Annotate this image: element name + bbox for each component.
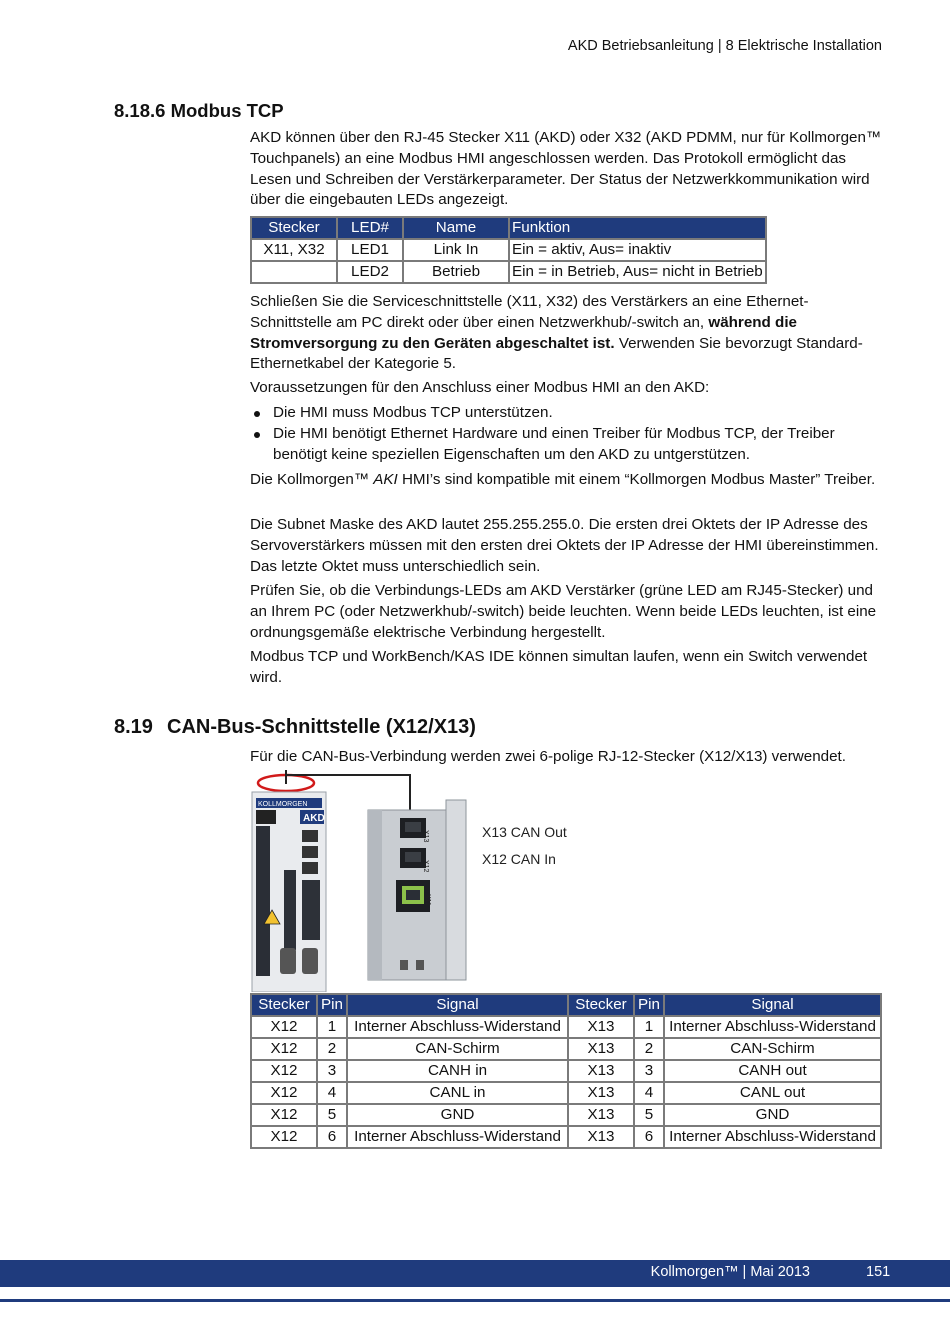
table-row	[251, 1060, 881, 1082]
led-table	[250, 216, 767, 284]
prereq-text: Voraussetzungen für den Anschluss einer Modbus HMI an den AKD:	[250, 379, 710, 396]
table-cell: Interner Abschluss-Widerstand	[664, 1016, 881, 1038]
connect-text-end: Verwenden Sie bevorzugt Standard-Ethernetkabel der Kategorie 5.	[250, 334, 863, 373]
pin-table-header: Stecker	[251, 994, 317, 1016]
subnet-paragraph: Die Subnet Maske des AKD lautet 255.255.255.0. Die ersten drei Oktets der IP Adresse des Servoverstärkers müssen mit den ersten drei Oktets der IP Adresse der HMI übereinstimmen. Das letzte Oktet muss unterschiedlich sein.	[250, 516, 879, 575]
led-table-header-row	[251, 217, 766, 239]
pin-table-header: Signal	[347, 994, 568, 1016]
port-x12-label: X12	[422, 860, 429, 873]
list-item-text: Die HMI muss Modbus TCP unterstützen.	[273, 404, 553, 421]
table-cell: 5	[317, 1104, 347, 1126]
table-cell: 5	[634, 1104, 664, 1126]
modbus-intro: AKD können über den RJ-45 Stecker X11 (AKD) oder X32 (AKD PDMM, nur für Kollmorgen™ Touchpanels) an eine Modbus HMI angeschlossen werden. Das Protokoll ermöglicht das Lesen und Schreiben der Verstärkerparameter. Der Status der Netzwerkkommunikation wird über die eingebauten LEDs angezeigt.	[250, 129, 882, 209]
pin-table-header: Pin	[317, 994, 347, 1016]
table-row	[251, 1038, 881, 1060]
table-cell: 2	[317, 1038, 347, 1060]
table-cell: GND	[347, 1104, 568, 1126]
connect-warning: während die Stromversorgung zu den Geräten abgeschaltet ist.	[250, 313, 797, 352]
table-cell: X11, X32	[251, 239, 337, 261]
table-cell: 1	[317, 1016, 347, 1038]
pin-table-header: Stecker	[568, 994, 634, 1016]
table-cell: X12	[251, 1126, 317, 1148]
table-cell: X12	[251, 1038, 317, 1060]
kollmorgen-paragraph	[250, 470, 886, 491]
table-cell: X13	[568, 1126, 634, 1148]
table-cell: Interner Abschluss-Widerstand	[347, 1126, 568, 1148]
page-number: 151	[866, 1264, 891, 1280]
table-row	[251, 1104, 881, 1126]
akd-drive-illustration	[250, 770, 590, 992]
simultan-paragraph: Modbus TCP und WorkBench/KAS IDE können simultan laufen, wenn ein Switch verwendet wird.	[250, 648, 868, 686]
table-cell: X13	[568, 1082, 634, 1104]
table-cell: X12	[251, 1082, 317, 1104]
port-x13-label: X13	[422, 830, 429, 843]
list-item-text: Die HMI benötigt Ethernet Hardware und einen Treiber für Modbus TCP, der Treiber benötigt keine speziellen Eigenschaften um den AKD zu untgerstützen.	[273, 424, 835, 463]
page-header: AKD Betriebsanleitung | 8 Elektrische Installation	[567, 38, 882, 54]
can-pin-table	[250, 993, 882, 1149]
table-cell: Betrieb	[403, 261, 509, 283]
footer-text: Kollmorgen™ | Mai 2013	[650, 1264, 810, 1280]
pin-table-header-row	[251, 994, 881, 1016]
table-cell: Ein = in Betrieb, Aus= nicht in Betrieb	[509, 261, 766, 283]
model-label: AKD	[303, 813, 325, 824]
table-cell: 4	[317, 1082, 347, 1104]
table-cell: Interner Abschluss-Widerstand	[664, 1126, 881, 1148]
list-item	[250, 424, 880, 466]
can-connector-figure	[250, 770, 590, 992]
table-cell: CAN-Schirm	[347, 1038, 568, 1060]
kollmorgen-text: Die Kollmorgen™	[250, 471, 374, 488]
section-heading-modbus: 8.18.6 Modbus TCP	[114, 100, 284, 121]
table-cell: X12	[251, 1060, 317, 1082]
table-cell: X13	[568, 1060, 634, 1082]
footer-divider	[0, 1299, 950, 1302]
x12-can-in-label: X12 CAN In	[482, 851, 556, 867]
table-cell: CANL out	[664, 1082, 881, 1104]
table-cell: GND	[664, 1104, 881, 1126]
table-cell: 3	[317, 1060, 347, 1082]
kollmorgen-text-end: HMI’s sind kompatible mit einem “Kollmorgen Modbus Master” Treiber.	[397, 471, 876, 488]
port-x11-label: X11	[424, 894, 431, 906]
table-cell: X13	[568, 1016, 634, 1038]
section-number: 8.19	[114, 716, 153, 738]
can-intro: Für die CAN-Bus-Verbindung werden zwei 6-polige RJ-12-Stecker (X12/X13) verwendet.	[250, 748, 846, 765]
table-row	[251, 1016, 881, 1038]
led-table-header: Funktion	[509, 217, 766, 239]
table-cell: X13	[568, 1104, 634, 1126]
leds-check-paragraph: Prüfen Sie, ob die Verbindungs-LEDs am AKD Verstärker (grüne LED am RJ45-Stecker) und an Ihrem PC (oder Netzwerkhub/-switch) beide leuchten. Wenn beide LEDs leuchten, ist eine ordnungsgemäße elektrische Verbindung hergestellt.	[250, 582, 877, 641]
table-cell	[251, 261, 337, 283]
brand-label: KOLLMORGEN	[258, 801, 308, 808]
list-item	[250, 403, 880, 424]
table-cell: Interner Abschluss-Widerstand	[347, 1016, 568, 1038]
bullet-icon	[254, 411, 260, 417]
bullet-icon	[254, 432, 260, 438]
x13-can-out-label: X13 CAN Out	[482, 824, 567, 840]
table-cell: X13	[568, 1038, 634, 1060]
table-row	[251, 1126, 881, 1148]
table-cell: LED2	[337, 261, 403, 283]
table-cell: Ein = aktiv, Aus= inaktiv	[509, 239, 766, 261]
table-cell: 6	[317, 1126, 347, 1148]
led-table-header: Stecker	[251, 217, 337, 239]
connect-text: Schließen Sie die Serviceschnittstelle (X11, X32) des Verstärkers an eine Ethernet-Schnittstelle am PC direkt oder über einen Netzwerkhub/-switch an,	[250, 293, 809, 331]
led-table-header: Name	[403, 217, 509, 239]
pin-table-header: Signal	[664, 994, 881, 1016]
table-cell: 1	[634, 1016, 664, 1038]
table-cell: 2	[634, 1038, 664, 1060]
table-cell: CANL in	[347, 1082, 568, 1104]
table-cell: 6	[634, 1126, 664, 1148]
table-row	[251, 239, 766, 261]
table-row	[251, 261, 766, 283]
table-cell: CANH in	[347, 1060, 568, 1082]
led-table-header: LED#	[337, 217, 403, 239]
table-cell: Link In	[403, 239, 509, 261]
table-cell: CANH out	[664, 1060, 881, 1082]
table-cell: 3	[634, 1060, 664, 1082]
section-title: CAN-Bus-Schnittstelle (X12/X13)	[167, 716, 476, 738]
table-cell: X12	[251, 1104, 317, 1126]
table-cell: CAN-Schirm	[664, 1038, 881, 1060]
aki-text: AKI	[373, 471, 398, 488]
table-cell: 4	[634, 1082, 664, 1104]
section-heading-can	[114, 716, 476, 739]
table-cell: X12	[251, 1016, 317, 1038]
connect-paragraph	[250, 292, 886, 375]
prereq-list	[250, 403, 880, 465]
pin-table-header: Pin	[634, 994, 664, 1016]
table-cell: LED1	[337, 239, 403, 261]
table-row	[251, 1082, 881, 1104]
